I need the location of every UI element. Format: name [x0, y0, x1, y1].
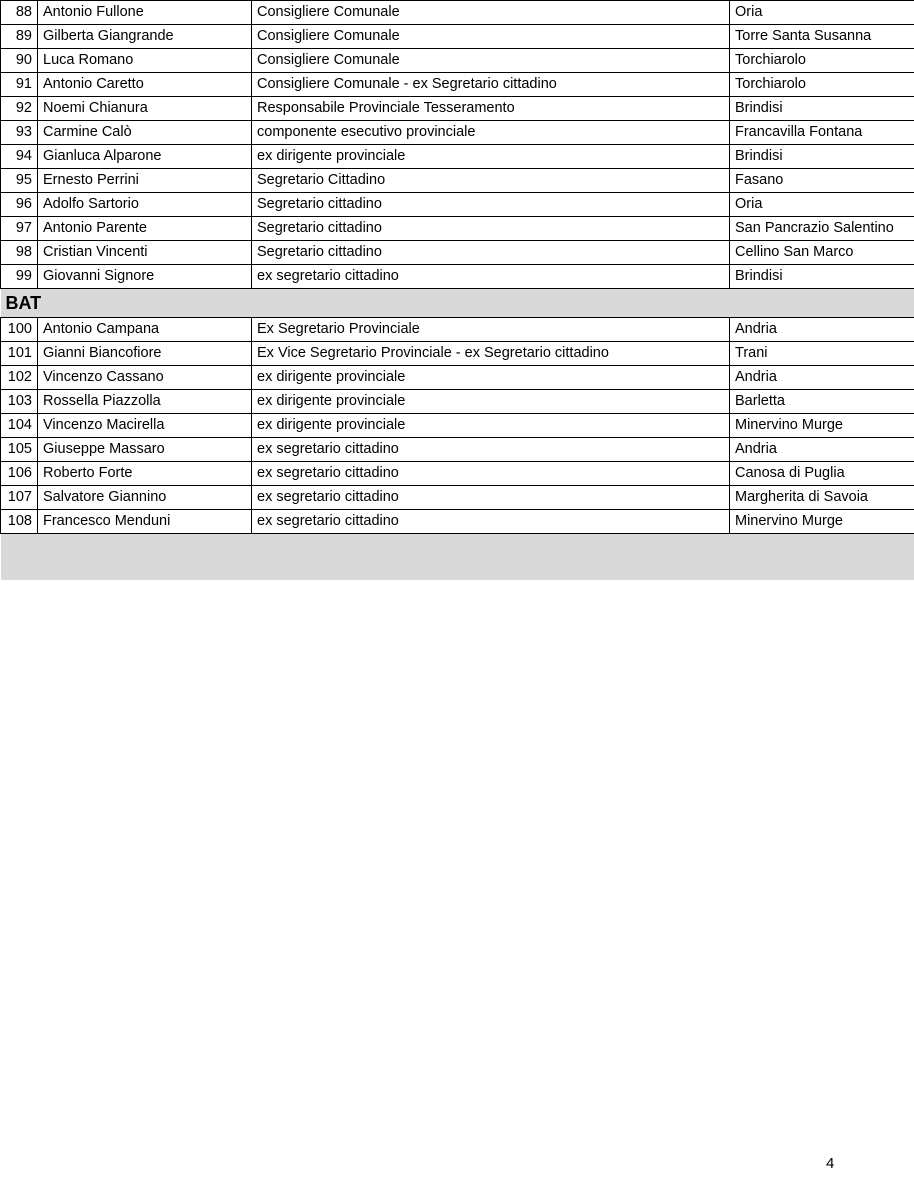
member-role: Consigliere Comunale - ex Segretario cittadino	[252, 73, 730, 97]
row-number: 105	[1, 438, 38, 462]
roster-table	[0, 0, 914, 580]
row-number: 92	[1, 97, 38, 121]
member-city: Fasano	[730, 169, 914, 193]
member-name: Cristian Vincenti	[38, 241, 252, 265]
table-row	[1, 510, 914, 534]
member-city: Minervino Murge	[730, 414, 914, 438]
member-role: ex segretario cittadino	[252, 510, 730, 534]
row-number: 102	[1, 366, 38, 390]
row-number: 98	[1, 241, 38, 265]
table-row	[1, 265, 914, 289]
member-city: Margherita di Savoia	[730, 486, 914, 510]
member-role: componente esecutivo provinciale	[252, 121, 730, 145]
row-number: 101	[1, 342, 38, 366]
member-role: ex dirigente provinciale	[252, 145, 730, 169]
table-row	[1, 145, 914, 169]
row-number: 100	[1, 318, 38, 342]
row-number: 96	[1, 193, 38, 217]
member-name: Vincenzo Cassano	[38, 366, 252, 390]
member-city: Andria	[730, 438, 914, 462]
row-number: 88	[1, 1, 38, 25]
member-name: Francesco Menduni	[38, 510, 252, 534]
member-role: Segretario cittadino	[252, 193, 730, 217]
member-city: Torre Santa Susanna	[730, 25, 914, 49]
member-role: Segretario Cittadino	[252, 169, 730, 193]
table-row	[1, 342, 914, 366]
row-number: 104	[1, 414, 38, 438]
member-name: Vincenzo Macirella	[38, 414, 252, 438]
row-number: 99	[1, 265, 38, 289]
page-number: 4	[826, 1155, 835, 1172]
member-role: Segretario cittadino	[252, 241, 730, 265]
member-city: Francavilla Fontana	[730, 121, 914, 145]
row-number: 106	[1, 462, 38, 486]
row-number: 95	[1, 169, 38, 193]
table-row	[1, 217, 914, 241]
member-city: Minervino Murge	[730, 510, 914, 534]
member-name: Giovanni Signore	[38, 265, 252, 289]
member-name: Noemi Chianura	[38, 97, 252, 121]
member-role: ex segretario cittadino	[252, 265, 730, 289]
member-role: ex dirigente provinciale	[252, 366, 730, 390]
member-name: Giuseppe Massaro	[38, 438, 252, 462]
row-number: 94	[1, 145, 38, 169]
row-number: 93	[1, 121, 38, 145]
member-role: Consigliere Comunale	[252, 49, 730, 73]
row-number: 89	[1, 25, 38, 49]
row-number: 90	[1, 49, 38, 73]
member-name: Antonio Campana	[38, 318, 252, 342]
member-role: ex segretario cittadino	[252, 438, 730, 462]
table-row	[1, 318, 914, 342]
member-city: Brindisi	[730, 97, 914, 121]
member-city: Oria	[730, 193, 914, 217]
row-number: 103	[1, 390, 38, 414]
blank-band-cell	[1, 534, 914, 581]
member-role: ex segretario cittadino	[252, 462, 730, 486]
row-number: 97	[1, 217, 38, 241]
member-role: Responsabile Provinciale Tesseramento	[252, 97, 730, 121]
table-row	[1, 390, 914, 414]
member-city: Andria	[730, 366, 914, 390]
row-number: 91	[1, 73, 38, 97]
member-city: Brindisi	[730, 145, 914, 169]
member-city: Brindisi	[730, 265, 914, 289]
member-city: Torchiarolo	[730, 73, 914, 97]
blank-section-band	[1, 534, 914, 581]
table-row	[1, 169, 914, 193]
table-row	[1, 121, 914, 145]
member-name: Antonio Parente	[38, 217, 252, 241]
table-row	[1, 366, 914, 390]
table-row	[1, 73, 914, 97]
member-name: Carmine Calò	[38, 121, 252, 145]
table-row	[1, 414, 914, 438]
member-name: Adolfo Sartorio	[38, 193, 252, 217]
member-name: Antonio Fullone	[38, 1, 252, 25]
member-city: Torchiarolo	[730, 49, 914, 73]
member-city: Canosa di Puglia	[730, 462, 914, 486]
member-role: ex segretario cittadino	[252, 486, 730, 510]
table-row	[1, 25, 914, 49]
row-number: 107	[1, 486, 38, 510]
member-role: ex dirigente provinciale	[252, 414, 730, 438]
member-city: San Pancrazio Salentino	[730, 217, 914, 241]
table-row	[1, 241, 914, 265]
member-name: Roberto Forte	[38, 462, 252, 486]
table-row	[1, 1, 914, 25]
member-role: Ex Vice Segretario Provinciale - ex Segretario cittadino	[252, 342, 730, 366]
table-row	[1, 486, 914, 510]
member-name: Antonio Caretto	[38, 73, 252, 97]
table-row	[1, 438, 914, 462]
section-header-row	[1, 289, 914, 318]
table-row	[1, 193, 914, 217]
member-city: Barletta	[730, 390, 914, 414]
member-city: Oria	[730, 1, 914, 25]
table-row	[1, 462, 914, 486]
member-name: Salvatore Giannino	[38, 486, 252, 510]
member-city: Andria	[730, 318, 914, 342]
member-name: Gilberta Giangrande	[38, 25, 252, 49]
table-row	[1, 49, 914, 73]
table-row	[1, 97, 914, 121]
roster-body	[1, 1, 914, 581]
member-city: Cellino San Marco	[730, 241, 914, 265]
member-name: Luca Romano	[38, 49, 252, 73]
row-number: 108	[1, 510, 38, 534]
member-role: Segretario cittadino	[252, 217, 730, 241]
member-city: Trani	[730, 342, 914, 366]
member-role: ex dirigente provinciale	[252, 390, 730, 414]
section-title: BAT	[1, 289, 914, 318]
member-role: Consigliere Comunale	[252, 25, 730, 49]
member-role: Consigliere Comunale	[252, 1, 730, 25]
member-name: Gianluca Alparone	[38, 145, 252, 169]
member-name: Ernesto Perrini	[38, 169, 252, 193]
member-name: Gianni Biancofiore	[38, 342, 252, 366]
member-role: Ex Segretario Provinciale	[252, 318, 730, 342]
member-name: Rossella Piazzolla	[38, 390, 252, 414]
